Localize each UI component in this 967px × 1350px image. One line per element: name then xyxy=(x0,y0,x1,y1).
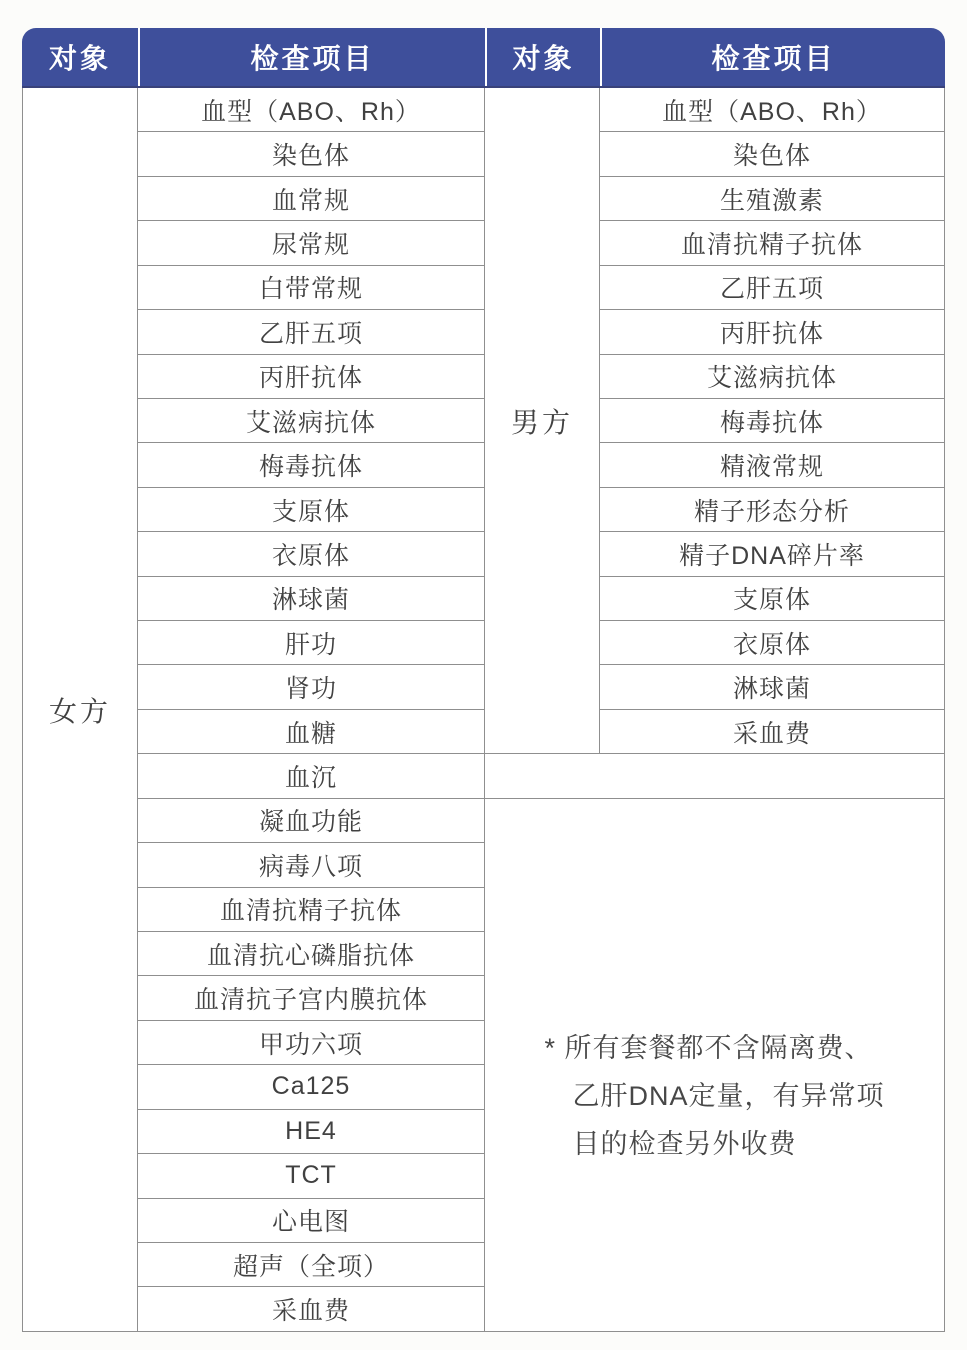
exam-item-cell: 生殖激素 xyxy=(600,177,945,221)
exam-item-cell: 衣原体 xyxy=(600,621,945,665)
exam-item-cell: 血型（ABO、Rh） xyxy=(600,88,945,132)
exam-item-cell: 血清抗精子抗体 xyxy=(138,888,485,932)
exam-item-cell: 精子形态分析 xyxy=(600,488,945,532)
header-cell-items-left: 检查项目 xyxy=(138,28,485,86)
note-cell xyxy=(485,799,945,1332)
exam-item-cell: 采血费 xyxy=(600,710,945,754)
exam-item-cell: 淋球菌 xyxy=(600,665,945,709)
exam-item-cell: 凝血功能 xyxy=(138,799,485,843)
table-body xyxy=(22,88,945,1332)
exam-item-cell: 淋球菌 xyxy=(138,577,485,621)
exam-item-cell: 心电图 xyxy=(138,1199,485,1243)
exam-item-cell: 丙肝抗体 xyxy=(138,355,485,399)
male-section xyxy=(485,88,945,1332)
exam-item-cell: TCT xyxy=(138,1154,485,1198)
exam-item-cell: 精子DNA碎片率 xyxy=(600,532,945,576)
exam-item-cell: 乙肝五项 xyxy=(600,266,945,310)
exam-item-cell: 血糖 xyxy=(138,710,485,754)
exam-item-cell: 血清抗心磷脂抗体 xyxy=(138,932,485,976)
exam-item-cell: HE4 xyxy=(138,1110,485,1154)
exam-table xyxy=(22,28,945,1332)
exam-item-cell: 支原体 xyxy=(600,577,945,621)
exam-item-cell: 血清抗子宫内膜抗体 xyxy=(138,976,485,1020)
exam-item-cell: 染色体 xyxy=(138,132,485,176)
exam-item-cell: 血型（ABO、Rh） xyxy=(138,88,485,132)
exam-item-cell: 精液常规 xyxy=(600,443,945,487)
header-cell-items-right: 检查项目 xyxy=(600,28,945,86)
exam-item-cell: 艾滋病抗体 xyxy=(138,399,485,443)
exam-item-cell: 尿常规 xyxy=(138,221,485,265)
exam-item-cell: 血沉 xyxy=(138,754,485,798)
exam-item-cell: 衣原体 xyxy=(138,532,485,576)
exam-item-cell: 病毒八项 xyxy=(138,843,485,887)
note-line: 乙肝DNA定量，有异常项 xyxy=(572,1080,885,1111)
table-header-row xyxy=(22,28,945,88)
exam-item-cell: 甲功六项 xyxy=(138,1021,485,1065)
exam-item-cell: 血常规 xyxy=(138,177,485,221)
exam-item-cell: 超声（全项） xyxy=(138,1243,485,1287)
note-text xyxy=(544,1024,884,1331)
exam-item-cell: Ca125 xyxy=(138,1065,485,1109)
subject-cell-male: 男方 xyxy=(485,88,600,754)
header-cell-subject-left: 对象 xyxy=(22,28,138,86)
empty-row-cell xyxy=(485,754,945,798)
exam-item-cell: 艾滋病抗体 xyxy=(600,355,945,399)
note-line: * 所有套餐都不含隔离费、 xyxy=(544,1032,873,1063)
exam-item-cell: 染色体 xyxy=(600,132,945,176)
subject-cell-female: 女方 xyxy=(22,88,138,1332)
exam-item-cell: 血清抗精子抗体 xyxy=(600,221,945,265)
note-line: 目的检查另外收费 xyxy=(572,1128,797,1159)
exam-item-cell: 丙肝抗体 xyxy=(600,310,945,354)
exam-item-cell: 肾功 xyxy=(138,665,485,709)
exam-item-cell: 梅毒抗体 xyxy=(600,399,945,443)
exam-item-cell: 白带常规 xyxy=(138,266,485,310)
male-upper-grid xyxy=(485,88,945,754)
exam-item-cell: 采血费 xyxy=(138,1287,485,1331)
exam-item-cell: 梅毒抗体 xyxy=(138,443,485,487)
header-cell-subject-right: 对象 xyxy=(485,28,600,86)
female-items-column xyxy=(138,88,485,1332)
male-items-column xyxy=(600,88,945,754)
exam-item-cell: 肝功 xyxy=(138,621,485,665)
exam-item-cell: 乙肝五项 xyxy=(138,310,485,354)
exam-item-cell: 支原体 xyxy=(138,488,485,532)
